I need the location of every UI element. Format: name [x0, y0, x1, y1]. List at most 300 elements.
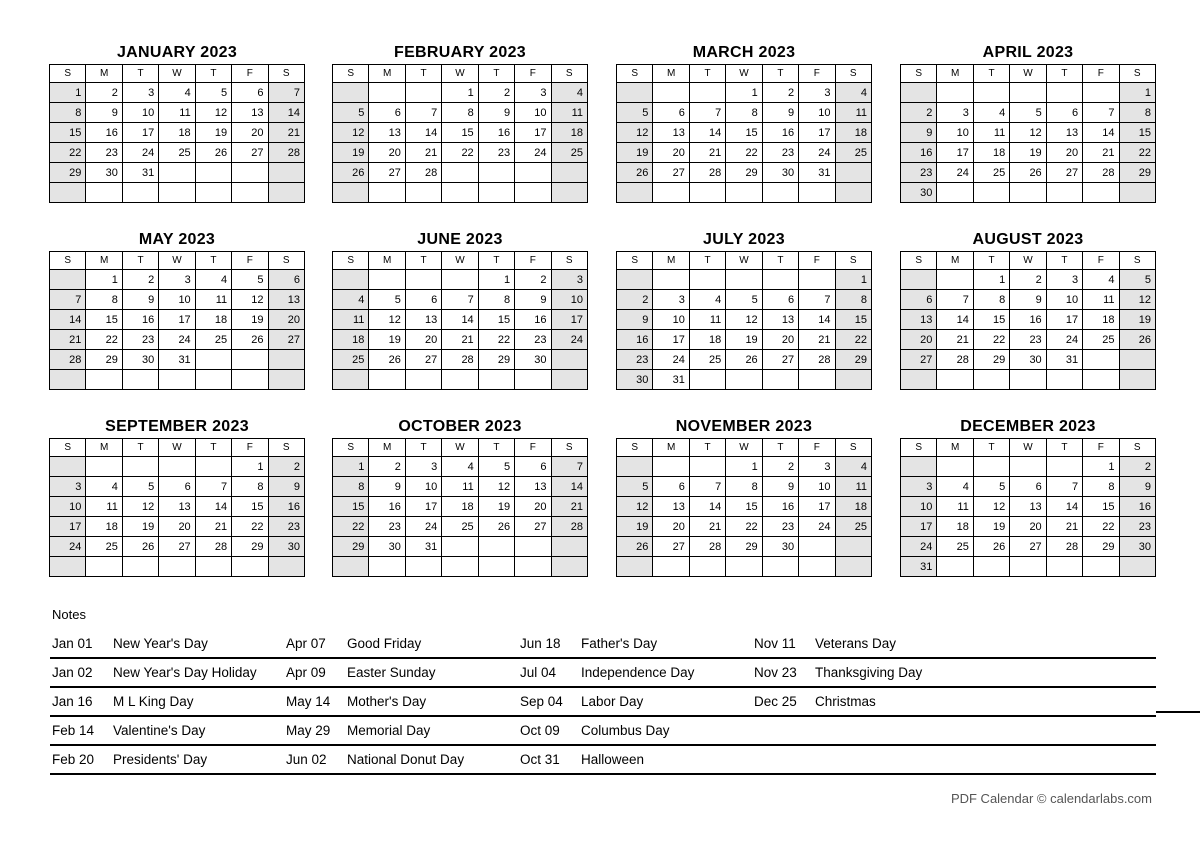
day-cell: 8	[86, 290, 122, 310]
day-cell: 17	[901, 517, 937, 537]
weekday-header: S	[617, 252, 653, 270]
holiday-date: Apr 07	[286, 636, 326, 651]
weekday-header: M	[369, 65, 405, 83]
month-table	[900, 64, 1156, 203]
weekday-header: M	[369, 252, 405, 270]
day-cell: 22	[50, 143, 86, 163]
day-cell: 18	[333, 330, 369, 350]
day-cell: 18	[689, 330, 725, 350]
empty-cell	[478, 370, 514, 390]
day-cell: 11	[973, 123, 1009, 143]
day-cell: 12	[1010, 123, 1046, 143]
day-cell: 14	[50, 310, 86, 330]
weekday-header: T	[195, 65, 231, 83]
day-cell: 29	[232, 537, 268, 557]
day-cell: 23	[268, 517, 304, 537]
empty-cell	[1046, 457, 1082, 477]
day-cell: 9	[762, 103, 798, 123]
empty-cell	[442, 537, 478, 557]
weekday-header: T	[405, 252, 441, 270]
holiday-date: May 14	[286, 694, 331, 709]
day-cell: 6	[1046, 103, 1082, 123]
day-cell: 22	[86, 330, 122, 350]
empty-cell	[50, 370, 86, 390]
day-cell: 2	[901, 103, 937, 123]
empty-cell	[232, 350, 268, 370]
day-cell: 24	[799, 517, 835, 537]
day-cell: 1	[478, 270, 514, 290]
empty-cell	[762, 370, 798, 390]
empty-cell	[232, 557, 268, 577]
day-cell: 3	[159, 270, 195, 290]
empty-cell	[195, 370, 231, 390]
weekday-header: F	[1083, 439, 1119, 457]
day-cell: 26	[726, 350, 762, 370]
day-cell: 18	[835, 123, 871, 143]
day-cell: 20	[369, 143, 405, 163]
weekday-header: T	[122, 252, 158, 270]
weekday-header: T	[478, 439, 514, 457]
day-cell: 29	[1083, 537, 1119, 557]
empty-cell	[937, 557, 973, 577]
day-cell: 23	[1119, 517, 1155, 537]
empty-cell	[799, 537, 835, 557]
holiday-name: Veterans Day	[815, 636, 897, 651]
day-cell: 9	[617, 310, 653, 330]
day-cell: 16	[901, 143, 937, 163]
day-cell: 22	[442, 143, 478, 163]
day-cell: 28	[442, 350, 478, 370]
day-cell: 10	[551, 290, 587, 310]
empty-cell	[551, 557, 587, 577]
day-cell: 14	[937, 310, 973, 330]
day-cell: 13	[762, 310, 798, 330]
day-cell: 28	[195, 537, 231, 557]
empty-cell	[333, 370, 369, 390]
weekday-header: T	[973, 252, 1009, 270]
weekday-header: S	[835, 439, 871, 457]
day-cell: 8	[232, 477, 268, 497]
empty-cell	[478, 537, 514, 557]
weekday-header: M	[653, 439, 689, 457]
empty-cell	[1010, 83, 1046, 103]
empty-cell	[86, 457, 122, 477]
empty-cell	[369, 557, 405, 577]
empty-cell	[195, 557, 231, 577]
day-cell: 19	[973, 517, 1009, 537]
empty-cell	[442, 557, 478, 577]
day-cell: 3	[937, 103, 973, 123]
day-cell: 1	[1083, 457, 1119, 477]
day-cell: 22	[973, 330, 1009, 350]
day-cell: 10	[937, 123, 973, 143]
empty-cell	[762, 183, 798, 203]
day-cell: 2	[762, 83, 798, 103]
empty-cell	[195, 457, 231, 477]
day-cell: 28	[551, 517, 587, 537]
day-cell: 14	[1046, 497, 1082, 517]
empty-cell	[1010, 370, 1046, 390]
month-title: DECEMBER 2023	[960, 418, 1096, 435]
day-cell: 19	[333, 143, 369, 163]
footer-credit: PDF Calendar © calendarlabs.com	[950, 791, 1152, 806]
day-cell: 13	[369, 123, 405, 143]
month-calendar	[332, 42, 588, 203]
empty-cell	[369, 370, 405, 390]
empty-cell	[515, 537, 551, 557]
weekday-header: W	[1010, 252, 1046, 270]
day-cell: 30	[617, 370, 653, 390]
empty-cell	[442, 183, 478, 203]
empty-cell	[86, 370, 122, 390]
holiday-name: National Donut Day	[347, 752, 465, 767]
day-cell: 16	[762, 497, 798, 517]
empty-cell	[835, 370, 871, 390]
day-cell: 15	[973, 310, 1009, 330]
day-cell: 11	[835, 103, 871, 123]
empty-cell	[689, 457, 725, 477]
empty-cell	[937, 270, 973, 290]
day-cell: 23	[617, 350, 653, 370]
day-cell: 21	[799, 330, 835, 350]
divider-line	[1156, 711, 1200, 713]
day-cell: 22	[726, 517, 762, 537]
empty-cell	[442, 270, 478, 290]
day-cell: 2	[86, 83, 122, 103]
weekday-header: S	[835, 252, 871, 270]
holiday-name: Columbus Day	[581, 723, 670, 738]
empty-cell	[333, 183, 369, 203]
holiday-name: Father's Day	[581, 636, 658, 651]
day-cell: 1	[973, 270, 1009, 290]
day-cell: 29	[1119, 163, 1155, 183]
notes-label: Notes	[52, 607, 86, 622]
empty-cell	[405, 83, 441, 103]
day-cell: 12	[617, 123, 653, 143]
month-table	[616, 64, 872, 203]
day-cell: 29	[726, 537, 762, 557]
day-cell: 12	[973, 497, 1009, 517]
day-cell: 19	[617, 143, 653, 163]
empty-cell	[1010, 457, 1046, 477]
weekday-header: T	[689, 65, 725, 83]
holiday-row	[50, 659, 1156, 688]
day-cell: 31	[405, 537, 441, 557]
empty-cell	[515, 557, 551, 577]
empty-cell	[653, 83, 689, 103]
day-cell: 30	[901, 183, 937, 203]
day-cell: 18	[937, 517, 973, 537]
empty-cell	[1119, 350, 1155, 370]
weekday-header: W	[726, 65, 762, 83]
day-cell: 28	[50, 350, 86, 370]
empty-cell	[478, 163, 514, 183]
empty-cell	[799, 370, 835, 390]
month-title: MAY 2023	[138, 231, 216, 248]
empty-cell	[835, 183, 871, 203]
day-cell: 24	[901, 537, 937, 557]
empty-cell	[937, 370, 973, 390]
day-cell: 19	[478, 497, 514, 517]
day-cell: 19	[195, 123, 231, 143]
empty-cell	[1010, 183, 1046, 203]
weekday-header: S	[333, 252, 369, 270]
day-cell: 17	[937, 143, 973, 163]
day-cell: 16	[478, 123, 514, 143]
day-cell: 27	[1046, 163, 1082, 183]
weekday-header: T	[762, 65, 798, 83]
day-cell: 18	[551, 123, 587, 143]
holiday-date: May 29	[286, 723, 331, 738]
day-cell: 2	[515, 270, 551, 290]
day-cell: 22	[835, 330, 871, 350]
day-cell: 2	[1119, 457, 1155, 477]
day-cell: 6	[515, 457, 551, 477]
empty-cell	[1083, 557, 1119, 577]
day-cell: 27	[762, 350, 798, 370]
day-cell: 10	[159, 290, 195, 310]
empty-cell	[268, 557, 304, 577]
day-cell: 1	[333, 457, 369, 477]
day-cell: 25	[937, 537, 973, 557]
day-cell: 21	[195, 517, 231, 537]
weekday-header: F	[515, 439, 551, 457]
day-cell: 5	[333, 103, 369, 123]
day-cell: 4	[1083, 270, 1119, 290]
day-cell: 24	[159, 330, 195, 350]
weekday-header: S	[617, 439, 653, 457]
empty-cell	[617, 457, 653, 477]
day-cell: 9	[122, 290, 158, 310]
empty-cell	[1119, 370, 1155, 390]
day-cell: 29	[726, 163, 762, 183]
day-cell: 27	[232, 143, 268, 163]
day-cell: 9	[268, 477, 304, 497]
day-cell: 27	[901, 350, 937, 370]
holiday-row	[50, 717, 1156, 746]
day-cell: 23	[515, 330, 551, 350]
holiday-name: Labor Day	[581, 694, 644, 709]
weekday-header: T	[1046, 252, 1082, 270]
day-cell: 26	[195, 143, 231, 163]
holiday-date: Dec 25	[754, 694, 797, 709]
day-cell: 27	[369, 163, 405, 183]
empty-cell	[1083, 83, 1119, 103]
day-cell: 15	[1119, 123, 1155, 143]
day-cell: 16	[617, 330, 653, 350]
day-cell: 8	[1083, 477, 1119, 497]
day-cell: 5	[617, 103, 653, 123]
day-cell: 5	[617, 477, 653, 497]
empty-cell	[762, 270, 798, 290]
month-table	[900, 438, 1156, 577]
weekday-header: S	[333, 439, 369, 457]
day-cell: 2	[762, 457, 798, 477]
empty-cell	[973, 457, 1009, 477]
empty-cell	[333, 270, 369, 290]
weekday-header: F	[232, 439, 268, 457]
day-cell: 22	[478, 330, 514, 350]
day-cell: 27	[159, 537, 195, 557]
day-cell: 13	[515, 477, 551, 497]
empty-cell	[478, 183, 514, 203]
day-cell: 23	[901, 163, 937, 183]
day-cell: 4	[937, 477, 973, 497]
day-cell: 16	[515, 310, 551, 330]
month-title: APRIL 2023	[982, 44, 1074, 61]
empty-cell	[515, 183, 551, 203]
day-cell: 14	[268, 103, 304, 123]
month-title: JULY 2023	[703, 231, 785, 248]
holiday-name: Memorial Day	[347, 723, 431, 738]
day-cell: 24	[122, 143, 158, 163]
day-cell: 24	[1046, 330, 1082, 350]
day-cell: 26	[369, 350, 405, 370]
weekday-header: T	[689, 252, 725, 270]
day-cell: 16	[86, 123, 122, 143]
day-cell: 5	[232, 270, 268, 290]
weekday-header: T	[762, 252, 798, 270]
day-cell: 4	[689, 290, 725, 310]
empty-cell	[122, 557, 158, 577]
empty-cell	[901, 270, 937, 290]
empty-cell	[617, 83, 653, 103]
day-cell: 27	[268, 330, 304, 350]
day-cell: 20	[1010, 517, 1046, 537]
month-title: JUNE 2023	[417, 231, 503, 248]
month-calendar	[900, 229, 1156, 390]
day-cell: 25	[835, 517, 871, 537]
empty-cell	[515, 370, 551, 390]
day-cell: 29	[973, 350, 1009, 370]
weekday-header: S	[617, 65, 653, 83]
day-cell: 17	[799, 123, 835, 143]
empty-cell	[50, 457, 86, 477]
day-cell: 29	[478, 350, 514, 370]
weekday-header: S	[551, 439, 587, 457]
day-cell: 17	[405, 497, 441, 517]
day-cell: 6	[653, 477, 689, 497]
day-cell: 13	[653, 497, 689, 517]
day-cell: 30	[369, 537, 405, 557]
day-cell: 7	[799, 290, 835, 310]
day-cell: 15	[1083, 497, 1119, 517]
day-cell: 1	[50, 83, 86, 103]
day-cell: 25	[442, 517, 478, 537]
empty-cell	[515, 163, 551, 183]
empty-cell	[937, 183, 973, 203]
day-cell: 3	[901, 477, 937, 497]
day-cell: 19	[232, 310, 268, 330]
day-cell: 18	[195, 310, 231, 330]
day-cell: 3	[799, 83, 835, 103]
day-cell: 5	[973, 477, 1009, 497]
day-cell: 10	[50, 497, 86, 517]
weekday-header: F	[799, 65, 835, 83]
weekday-header: W	[159, 252, 195, 270]
empty-cell	[268, 163, 304, 183]
day-cell: 14	[799, 310, 835, 330]
weekday-header: S	[50, 65, 86, 83]
day-cell: 20	[405, 330, 441, 350]
month-calendar	[616, 42, 872, 203]
weekday-header: T	[478, 65, 514, 83]
holiday-row	[50, 630, 1156, 659]
weekday-header: T	[195, 439, 231, 457]
day-cell: 20	[653, 143, 689, 163]
day-cell: 18	[973, 143, 1009, 163]
weekday-header: F	[515, 252, 551, 270]
empty-cell	[689, 370, 725, 390]
weekday-header: S	[268, 65, 304, 83]
day-cell: 18	[86, 517, 122, 537]
empty-cell	[973, 183, 1009, 203]
weekday-header: S	[551, 252, 587, 270]
day-cell: 17	[50, 517, 86, 537]
weekday-header: T	[1046, 439, 1082, 457]
day-cell: 25	[551, 143, 587, 163]
day-cell: 11	[937, 497, 973, 517]
day-cell: 28	[1046, 537, 1082, 557]
holiday-name: Valentine's Day	[113, 723, 206, 738]
day-cell: 19	[1119, 310, 1155, 330]
day-cell: 3	[551, 270, 587, 290]
empty-cell	[405, 270, 441, 290]
day-cell: 17	[515, 123, 551, 143]
day-cell: 13	[1010, 497, 1046, 517]
weekday-header: W	[159, 65, 195, 83]
month-calendar	[616, 229, 872, 390]
day-cell: 21	[689, 517, 725, 537]
weekday-header: S	[1119, 65, 1155, 83]
day-cell: 23	[369, 517, 405, 537]
holiday-date: Jan 01	[52, 636, 93, 651]
day-cell: 29	[86, 350, 122, 370]
holiday-date: Jan 02	[52, 665, 93, 680]
day-cell: 21	[405, 143, 441, 163]
day-cell: 17	[799, 497, 835, 517]
empty-cell	[617, 270, 653, 290]
empty-cell	[937, 83, 973, 103]
day-cell: 8	[50, 103, 86, 123]
day-cell: 2	[617, 290, 653, 310]
weekday-header: S	[551, 65, 587, 83]
weekday-header: W	[159, 439, 195, 457]
month-table	[332, 251, 588, 390]
empty-cell	[1083, 183, 1119, 203]
weekday-header: M	[86, 439, 122, 457]
empty-cell	[689, 270, 725, 290]
day-cell: 24	[937, 163, 973, 183]
holiday-date: Jul 04	[520, 665, 557, 680]
day-cell: 14	[689, 497, 725, 517]
empty-cell	[333, 557, 369, 577]
day-cell: 9	[86, 103, 122, 123]
weekday-header: F	[799, 252, 835, 270]
day-cell: 2	[369, 457, 405, 477]
empty-cell	[405, 183, 441, 203]
day-cell: 29	[50, 163, 86, 183]
empty-cell	[835, 163, 871, 183]
empty-cell	[159, 163, 195, 183]
day-cell: 15	[86, 310, 122, 330]
day-cell: 17	[551, 310, 587, 330]
empty-cell	[799, 183, 835, 203]
weekday-header: W	[442, 439, 478, 457]
weekday-header: F	[232, 252, 268, 270]
day-cell: 4	[195, 270, 231, 290]
day-cell: 10	[653, 310, 689, 330]
